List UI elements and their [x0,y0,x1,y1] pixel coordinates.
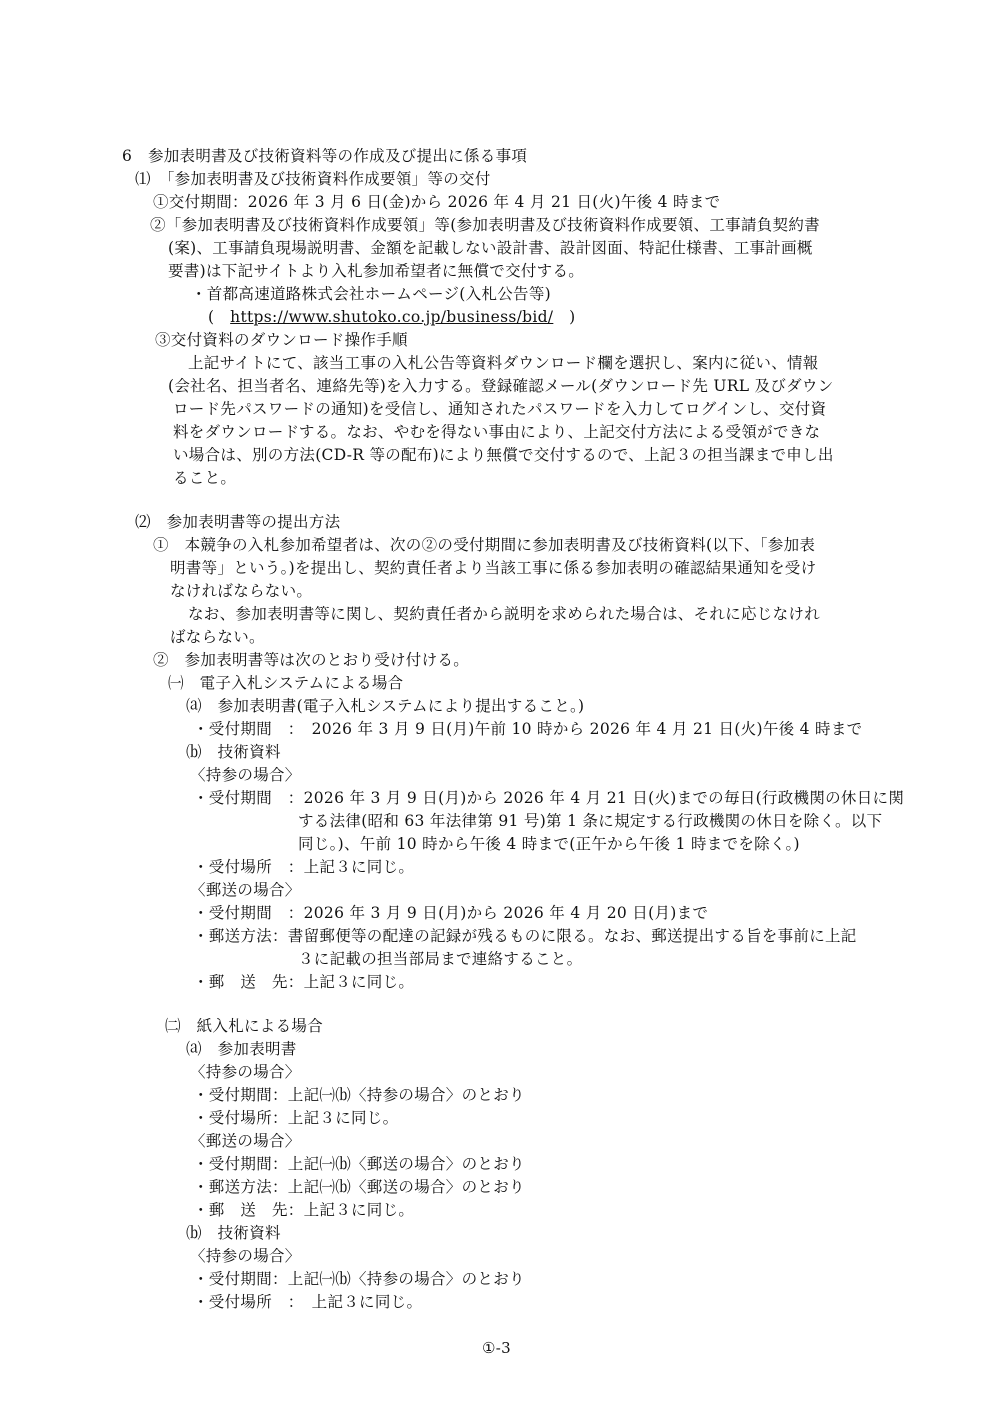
subsection-2-heading: ⑵ 参加表明書等の提出方法 [135,513,341,531]
text-line: ・郵送方法：上記㈠⒝〈郵送の場合〉のとおり [193,1178,525,1196]
text-line: ること。 [173,469,237,487]
text-line: ・受付期間：上記㈠⒝〈持参の場合〉のとおり [193,1270,525,1288]
text-line: ・郵 送 先：上記３に同じ。 [193,1201,415,1219]
url-line [208,306,576,328]
text-line: 同じ。)、午前 10 時から午後 4 時まで(正午から午後 1 時までを除く。) [298,835,800,853]
text-line: い場合は、別の方法(CD-R 等の配布)により無償で交付するので、上記３の担当課まで申し出 [173,446,834,464]
subsection-1-heading: ⑴ 「参加表明書及び技術資料作成要領」等の交付 [135,170,491,188]
text-line: ・受付期間 ： 2026 年 3 月 9 日(月)午前 10 時から 2026 年 4 月 21 日(火)午後 4 時まで [193,720,863,738]
item-a-heading: ㈠ 電子入札システムによる場合 [168,674,404,692]
text-line: 上記サイトにて、該当工事の入札公告等資料ダウンロード欄を選択し、案内に従い、情報 [188,354,819,372]
text-line: ②「参加表明書及び技術資料作成要領」等(参加表明書及び技術資料作成要領、工事請負契約書 [150,216,820,234]
text-line: 〈持参の場合〉 [190,1063,301,1081]
text-line: ⒝ 技術資料 [186,1224,281,1242]
text-line: ロード先パスワードの通知)を受信し、通知されたパスワードを入力してログインし、交付資 [173,400,827,418]
text-line: 〈郵送の場合〉 [190,1132,301,1150]
text-line: 〈郵送の場合〉 [190,881,301,899]
text-line: ③交付資料のダウンロード操作手順 [155,331,408,349]
text-line: (会社名、担当者名、連絡先等)を入力する。登録確認メール(ダウンロード先 URL 及びダウン [168,377,834,395]
paren-close: ) [553,308,576,326]
text-line: ・郵送方法：書留郵便等の配達の記録が残るものに限る。なお、郵送提出する旨を事前に上記 [193,927,857,945]
text-line: ⒜ 参加表明書(電子入札システムにより提出すること。) [186,697,585,715]
text-line: ・受付期間 ：2026 年 3 月 9 日(月)から 2026 年 4 月 20 日(月)まで [193,904,709,922]
text-line: ⒜ 参加表明書 [186,1040,297,1058]
bid-site-link[interactable]: https://www.shutoko.co.jp/business/bid/ [230,308,554,326]
text-line: ② 参加表明書等は次のとおり受け付ける。 [153,651,470,669]
section-6-heading: 6 参加表明書及び技術資料等の作成及び提出に係る事項 [122,147,528,165]
text-line: 料をダウンロードする。なお、やむを得ない事由により、上記交付方法による受領ができな [173,423,821,441]
text-line: ばならない。 [170,628,265,646]
text-line: ・受付期間：上記㈠⒝〈郵送の場合〉のとおり [193,1155,525,1173]
text-line: 〈持参の場合〉 [190,766,301,784]
text-line: 明書等」という。)を提出し、契約責任者より当該工事に係る参加表明の確認結果通知を受け [170,559,817,577]
text-line: ①交付期間：2026 年 3 月 6 日(金)から 2026 年 4 月 21 日(火)午後 4 時まで [153,193,721,211]
text-line: 〈持参の場合〉 [190,1247,301,1265]
text-line: ・受付期間 ：2026 年 3 月 9 日(月)から 2026 年 4 月 21 日(火)までの毎日(行政機関の休日に関 [193,789,905,807]
text-line: なお、参加表明書等に関し、契約責任者から説明を求められた場合は、それに応じなけれ [188,605,821,623]
text-line: ・受付期間：上記㈠⒝〈持参の場合〉のとおり [193,1086,525,1104]
text-line: なければならない。 [170,582,313,600]
paren-open: ( [208,308,231,326]
text-line: (案)、工事請負現場説明書、金額を記載しない設計書、設計図面、特記仕様書、工事計画概 [168,239,813,257]
text-line: ① 本競争の入札参加希望者は、次の②の受付期間に参加表明書及び技術資料(以下、「参加表 [153,536,816,554]
text-line: ・受付場所：上記３に同じ。 [193,1109,399,1127]
text-line: ・受付場所 ： 上記３に同じ。 [193,1293,423,1311]
text-line: ・受付場所 ：上記３に同じ。 [193,858,415,876]
text-line: ⒝ 技術資料 [186,743,281,761]
text-line: 要書)は下記サイトより入札参加希望者に無償で交付する。 [168,262,585,280]
text-line: ３に記載の担当部局まで連絡すること。 [298,950,583,968]
text-line: する法律(昭和 63 年法律第 91 号)第 1 条に規定する行政機関の休日を除く。以下 [298,812,883,830]
text-line: ・首都高速道路株式会社ホームページ(入札公告等) [191,285,551,303]
page-number: ①-3 [482,1339,511,1357]
item-b-heading: ㈡ 紙入札による場合 [165,1017,324,1035]
text-line: ・郵 送 先：上記３に同じ。 [193,973,415,991]
